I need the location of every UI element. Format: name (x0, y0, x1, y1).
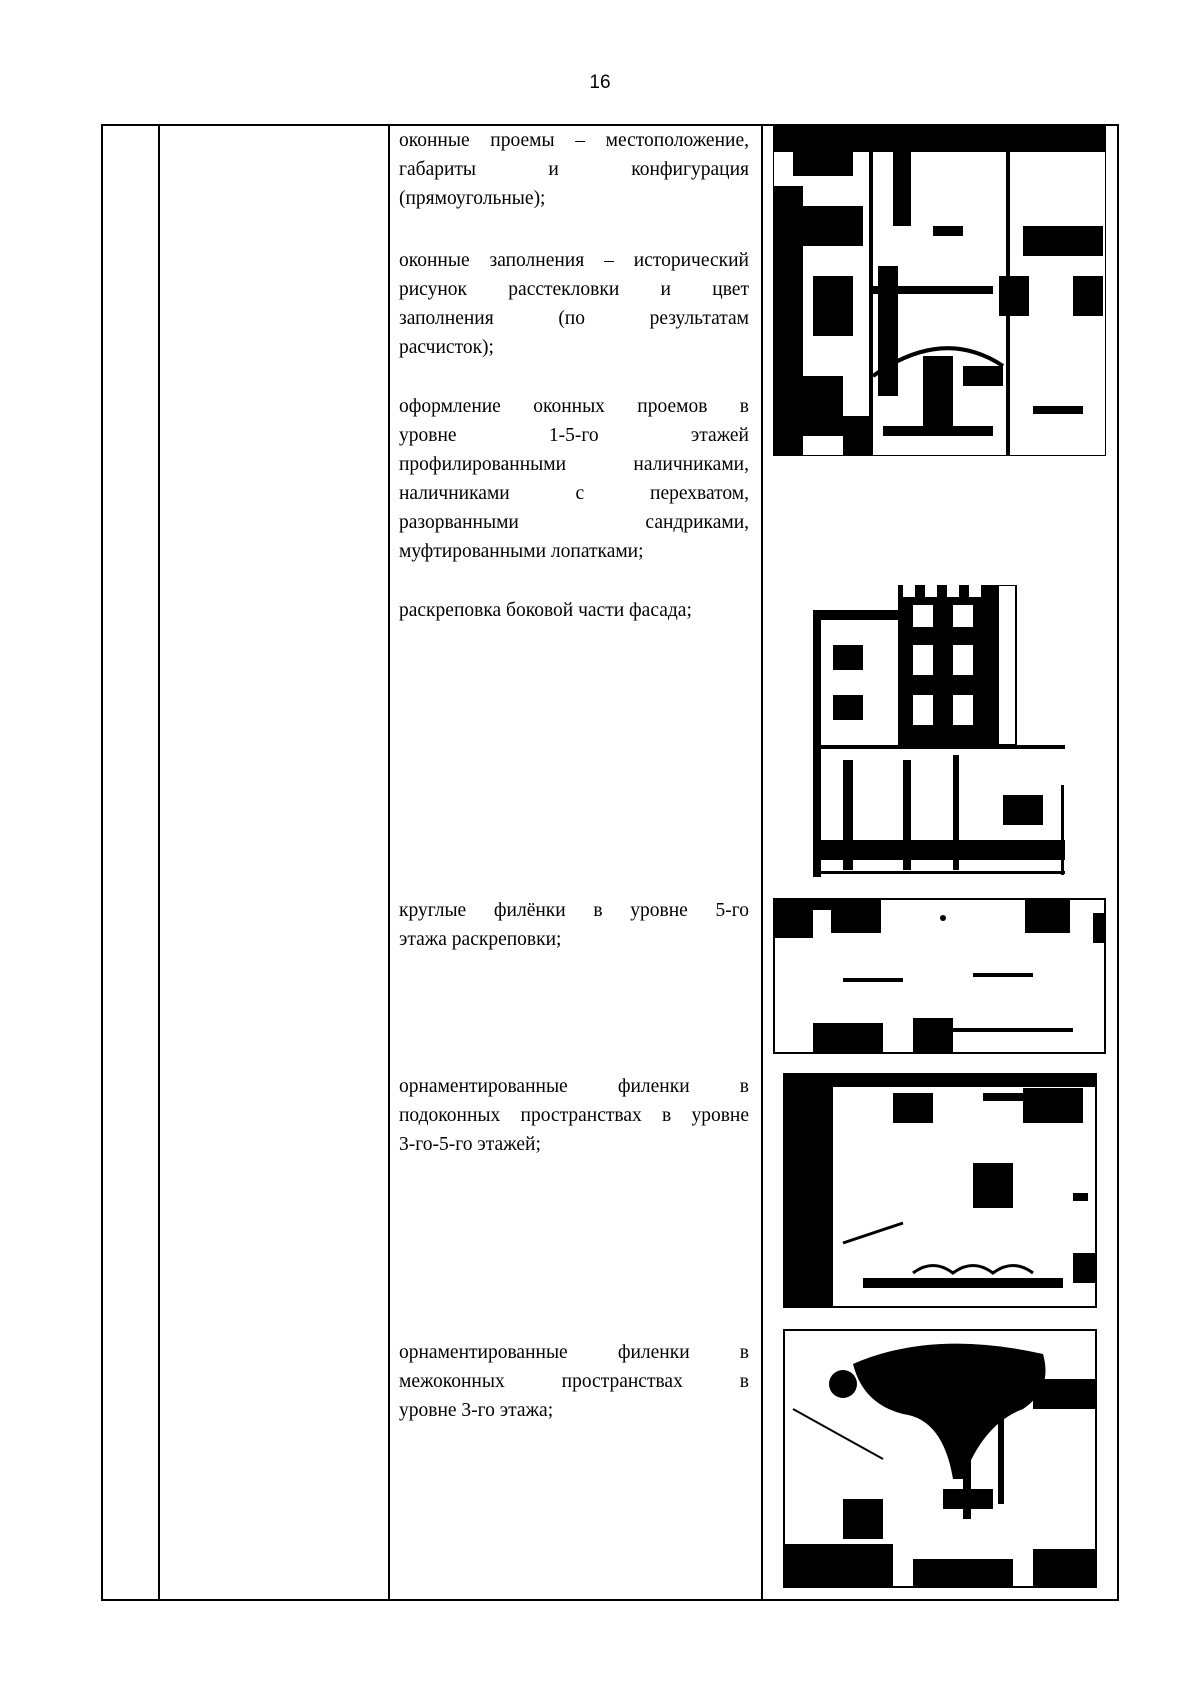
text-line: этажа раскреповки; (399, 929, 562, 950)
item-round-panels (399, 896, 749, 954)
item-window-fillings (399, 246, 749, 362)
text-line: круглые филёнки в уровне 5-го (399, 900, 749, 921)
column-divider-2 (388, 126, 390, 1599)
text-line: разорванными сандриками, (399, 512, 749, 533)
item-side-facade (399, 596, 749, 625)
text-line: оконные заполнения – исторический (399, 250, 749, 271)
text-line: профилированными наличниками, (399, 454, 749, 475)
side-facade-photo (813, 585, 1065, 877)
sill-panels-photo (783, 1073, 1097, 1308)
text-line: межоконных пространствах в (399, 1371, 749, 1392)
text-line: габариты и конфигурация (399, 159, 749, 180)
interwindow-panels-photo (783, 1329, 1097, 1588)
text-line: рисунок расстекловки и цвет (399, 279, 749, 300)
text-line: подоконных пространствах в уровне (399, 1105, 749, 1126)
facade-windows-photo (773, 126, 1106, 456)
text-line: 3-го-5-го этажей; (399, 1134, 541, 1155)
text-line: муфтированными лопатками; (399, 541, 644, 562)
item-sill-panels (399, 1072, 749, 1159)
text-line: оконные проемы – местоположение, (399, 130, 749, 151)
item-interwindow-panels (399, 1338, 749, 1425)
column-divider-3 (761, 126, 763, 1599)
text-line: расчисток); (399, 337, 494, 358)
text-line: заполнения (по результатам (399, 308, 749, 329)
text-line: (прямоугольные); (399, 188, 546, 209)
text-line: наличниками с перехватом, (399, 483, 749, 504)
page-number: 16 (589, 72, 611, 93)
item-window-decoration (399, 392, 749, 566)
item-window-openings (399, 126, 749, 213)
text-line: оформление оконных проемов в (399, 396, 749, 417)
text-line: орнаментированные филенки в (399, 1076, 749, 1097)
round-panels-photo (773, 898, 1106, 1054)
text-line: уровне 3-го этажа; (399, 1400, 554, 1421)
text-line: уровне 1-5-го этажей (399, 425, 749, 446)
column-divider-1 (158, 126, 160, 1599)
text-line: раскреповка боковой части фасада; (399, 600, 692, 621)
text-line: орнаментированные филенки в (399, 1342, 749, 1363)
